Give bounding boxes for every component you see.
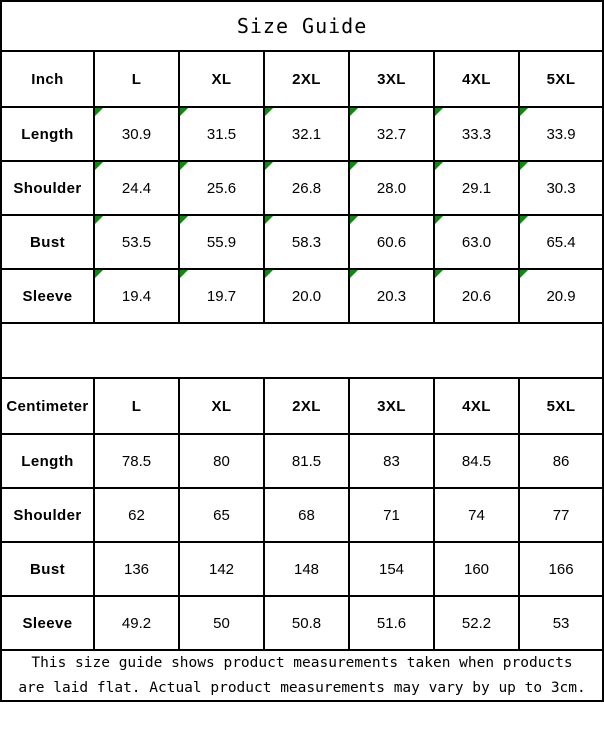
value-cell — [349, 215, 434, 269]
col-header-xl: XL — [179, 51, 264, 107]
row-label: Length — [1, 107, 94, 161]
value-cell: 81.5 — [264, 434, 349, 488]
spacer-row — [1, 323, 603, 378]
col-header-2xl: 2XL — [264, 51, 349, 107]
cell-value: 33.3 — [461, 125, 492, 143]
value-cell — [94, 107, 179, 161]
value-cell: 80 — [179, 434, 264, 488]
cell-value: 33.9 — [546, 125, 576, 143]
green-corner-flag-icon — [180, 216, 188, 224]
green-corner-flag-icon — [435, 108, 443, 116]
value-cell: 78.5 — [94, 434, 179, 488]
inch-table — [1, 51, 603, 323]
green-corner-flag-icon — [520, 162, 528, 170]
footnote-line-2: are laid flat. Actual product measurements may vary by up to 3cm. — [18, 679, 586, 696]
value-cell: 51.6 — [349, 596, 434, 650]
value-cell — [519, 269, 603, 323]
spacer-section — [1, 323, 603, 378]
cm-shoulder-row — [1, 488, 603, 542]
cm-bust-row — [1, 542, 603, 596]
footnote-row — [1, 650, 603, 701]
value-cell: 53 — [519, 596, 603, 650]
spacer-cell — [1, 323, 603, 378]
cell-value: 58.3 — [291, 233, 322, 251]
row-label: Length — [1, 434, 94, 488]
cell-value: 19.7 — [206, 287, 237, 305]
value-cell — [434, 269, 519, 323]
footnote-line-1: This size guide shows product measurements taken when products — [31, 655, 573, 672]
cell-value: 26.8 — [291, 179, 322, 197]
row-label: Sleeve — [1, 596, 94, 650]
green-corner-flag-icon — [265, 108, 273, 116]
green-corner-flag-icon — [350, 108, 358, 116]
col-header-5xl: 5XL — [519, 378, 603, 434]
value-cell — [179, 107, 264, 161]
green-corner-flag-icon — [95, 162, 103, 170]
cell-value: 53.5 — [121, 233, 152, 251]
value-cell: 148 — [264, 542, 349, 596]
cell-value: 60.6 — [376, 233, 407, 251]
value-cell: 83 — [349, 434, 434, 488]
green-corner-flag-icon — [520, 270, 528, 278]
green-corner-flag-icon — [180, 108, 188, 116]
green-corner-flag-icon — [95, 108, 103, 116]
row-label: Shoulder — [1, 488, 94, 542]
value-cell: 71 — [349, 488, 434, 542]
row-label: Shoulder — [1, 161, 94, 215]
col-header-5xl: 5XL — [519, 51, 603, 107]
inch-sleeve-row — [1, 269, 603, 323]
green-corner-flag-icon — [350, 216, 358, 224]
value-cell: 62 — [94, 488, 179, 542]
value-cell — [434, 215, 519, 269]
row-label: Sleeve — [1, 269, 94, 323]
value-cell: 65 — [179, 488, 264, 542]
value-cell — [264, 215, 349, 269]
footnote-section — [1, 650, 603, 701]
cell-value: 19.4 — [121, 287, 152, 305]
value-cell: 50 — [179, 596, 264, 650]
value-cell — [519, 107, 603, 161]
col-header-4xl: 4XL — [434, 51, 519, 107]
value-cell — [179, 161, 264, 215]
value-cell: 84.5 — [434, 434, 519, 488]
value-cell — [264, 107, 349, 161]
value-cell — [264, 269, 349, 323]
cell-value: 20.6 — [461, 287, 492, 305]
value-cell — [349, 161, 434, 215]
col-header-2xl: 2XL — [264, 378, 349, 434]
value-cell: 160 — [434, 542, 519, 596]
value-cell: 50.8 — [264, 596, 349, 650]
value-cell — [349, 269, 434, 323]
value-cell — [519, 161, 603, 215]
col-header-3xl: 3XL — [349, 378, 434, 434]
unit-header-centimeter: Centimeter — [1, 378, 94, 434]
unit-header-inch: Inch — [1, 51, 94, 107]
value-cell — [94, 215, 179, 269]
value-cell — [179, 215, 264, 269]
value-cell: 136 — [94, 542, 179, 596]
title-row — [1, 1, 603, 51]
green-corner-flag-icon — [265, 270, 273, 278]
value-cell — [434, 107, 519, 161]
value-cell: 49.2 — [94, 596, 179, 650]
value-cell: 86 — [519, 434, 603, 488]
value-cell — [519, 215, 603, 269]
cell-value: 20.3 — [376, 287, 407, 305]
cell-value: 32.1 — [291, 125, 322, 143]
inch-shoulder-row — [1, 161, 603, 215]
cm-sleeve-row — [1, 596, 603, 650]
title-section — [1, 1, 603, 51]
cell-value: 65.4 — [546, 233, 576, 251]
green-corner-flag-icon — [180, 270, 188, 278]
cell-value: 30.3 — [546, 179, 576, 197]
cell-value: 55.9 — [206, 233, 237, 251]
cm-header-row — [1, 378, 603, 434]
green-corner-flag-icon — [435, 216, 443, 224]
value-cell: 142 — [179, 542, 264, 596]
col-header-l: L — [94, 378, 179, 434]
value-cell — [434, 161, 519, 215]
green-corner-flag-icon — [95, 216, 103, 224]
cell-value: 30.9 — [121, 125, 152, 143]
value-cell — [94, 161, 179, 215]
footnote — [1, 650, 603, 701]
green-corner-flag-icon — [520, 108, 528, 116]
col-header-4xl: 4XL — [434, 378, 519, 434]
green-corner-flag-icon — [350, 162, 358, 170]
value-cell: 74 — [434, 488, 519, 542]
col-header-l: L — [94, 51, 179, 107]
value-cell — [349, 107, 434, 161]
green-corner-flag-icon — [265, 162, 273, 170]
cell-value: 29.1 — [461, 179, 492, 197]
cell-value: 63.0 — [461, 233, 492, 251]
cell-value: 20.0 — [291, 287, 322, 305]
green-corner-flag-icon — [180, 162, 188, 170]
cell-value: 32.7 — [376, 125, 407, 143]
inch-header-row — [1, 51, 603, 107]
col-header-3xl: 3XL — [349, 51, 434, 107]
cell-value: 25.6 — [206, 179, 237, 197]
green-corner-flag-icon — [350, 270, 358, 278]
value-cell — [179, 269, 264, 323]
cell-value: 28.0 — [376, 179, 407, 197]
green-corner-flag-icon — [435, 162, 443, 170]
cm-length-row — [1, 434, 603, 488]
value-cell — [94, 269, 179, 323]
value-cell: 166 — [519, 542, 603, 596]
value-cell: 77 — [519, 488, 603, 542]
col-header-xl: XL — [179, 378, 264, 434]
green-corner-flag-icon — [265, 216, 273, 224]
value-cell: 68 — [264, 488, 349, 542]
value-cell — [264, 161, 349, 215]
row-label: Bust — [1, 542, 94, 596]
cell-value: 20.9 — [546, 287, 576, 305]
green-corner-flag-icon — [95, 270, 103, 278]
value-cell: 52.2 — [434, 596, 519, 650]
page-title: Size Guide — [1, 1, 603, 51]
centimeter-table — [1, 378, 603, 650]
cell-value: 24.4 — [121, 179, 152, 197]
green-corner-flag-icon — [435, 270, 443, 278]
value-cell: 154 — [349, 542, 434, 596]
cell-value: 31.5 — [206, 125, 237, 143]
inch-length-row — [1, 107, 603, 161]
green-corner-flag-icon — [520, 216, 528, 224]
inch-bust-row — [1, 215, 603, 269]
row-label: Bust — [1, 215, 94, 269]
